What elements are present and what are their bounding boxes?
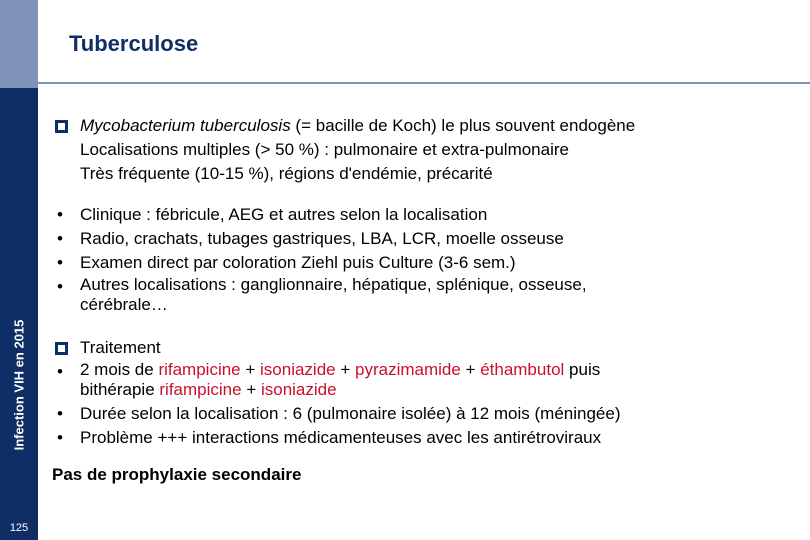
sidebar-label: Infection VIH en 2015 xyxy=(11,319,27,451)
t1-line2-prefix: bithérapie xyxy=(80,380,160,399)
bullet-dot: • xyxy=(57,277,63,296)
traitement-line1 xyxy=(80,360,600,380)
bullet-dot: • xyxy=(57,205,63,224)
bullet-dot: • xyxy=(57,253,63,272)
sidebar-accent xyxy=(0,0,38,88)
clinique-text: fébricule, AEG et autres selon la localisation xyxy=(150,205,488,224)
drug-ethambutol: éthambutol xyxy=(480,360,565,379)
species-name: Mycobacterium tuberculosis xyxy=(80,116,291,135)
page-number: 125 xyxy=(9,522,29,534)
bullet-dot: • xyxy=(57,404,63,423)
t1-prefix: 2 mois de xyxy=(80,360,159,379)
bullet-autres-line2: cérébrale… xyxy=(80,295,168,314)
drug-rifampicine: rifampicine xyxy=(159,380,242,399)
footer-note: Pas de prophylaxie secondaire xyxy=(52,465,302,484)
drug-pyrazimamide: pyrazimamide xyxy=(355,360,461,379)
plus-sign: + xyxy=(335,360,355,379)
header-divider xyxy=(38,82,810,84)
checkbox-bullet-icon xyxy=(55,342,68,355)
bullet-examen: Examen direct par coloration Ziehl puis Culture (3-6 sem.) xyxy=(80,253,516,272)
section1-line2: Localisations multiples (> 50 %) : pulmonaire et extra-pulmonaire xyxy=(80,140,569,159)
drug-isoniazide: isoniazide xyxy=(260,380,337,399)
bullet-autres-line1: Autres localisations : ganglionnaire, hépatique, splénique, osseuse, xyxy=(80,275,587,294)
traitement-line2 xyxy=(80,380,337,400)
bullet-clinique xyxy=(80,203,487,227)
bullet-dot: • xyxy=(57,362,63,381)
drug-rifampicine: rifampicine xyxy=(158,360,241,379)
puis-text: puis xyxy=(564,360,601,379)
page-title: Tuberculose xyxy=(69,31,199,56)
traitement-heading: Traitement xyxy=(80,338,161,357)
drug-isoniazide: isoniazide xyxy=(260,360,336,379)
traitement-duree: Durée selon la localisation : 6 (pulmonaire isolée) à 12 mois (méningée) xyxy=(80,404,621,423)
clinique-label: Clinique : xyxy=(80,205,151,224)
traitement-probleme: Problème +++ interactions médicamenteuses avec les antirétroviraux xyxy=(80,428,602,447)
section1-heading-rest: (= bacille de Koch) le plus souvent endogène xyxy=(290,116,636,135)
plus-sign: + xyxy=(240,360,261,379)
section1-heading xyxy=(80,114,635,138)
plus-sign: + xyxy=(460,360,481,379)
bullet-dot: • xyxy=(57,428,63,447)
bullet-radio: Radio, crachats, tubages gastriques, LBA, LCR, moelle osseuse xyxy=(80,229,564,248)
checkbox-bullet-icon xyxy=(55,120,68,133)
section1-line3: Très fréquente (10-15 %), régions d'endémie, précarité xyxy=(80,164,493,183)
bullet-dot: • xyxy=(57,229,63,248)
sidebar xyxy=(0,0,38,540)
plus-sign: + xyxy=(241,380,261,399)
